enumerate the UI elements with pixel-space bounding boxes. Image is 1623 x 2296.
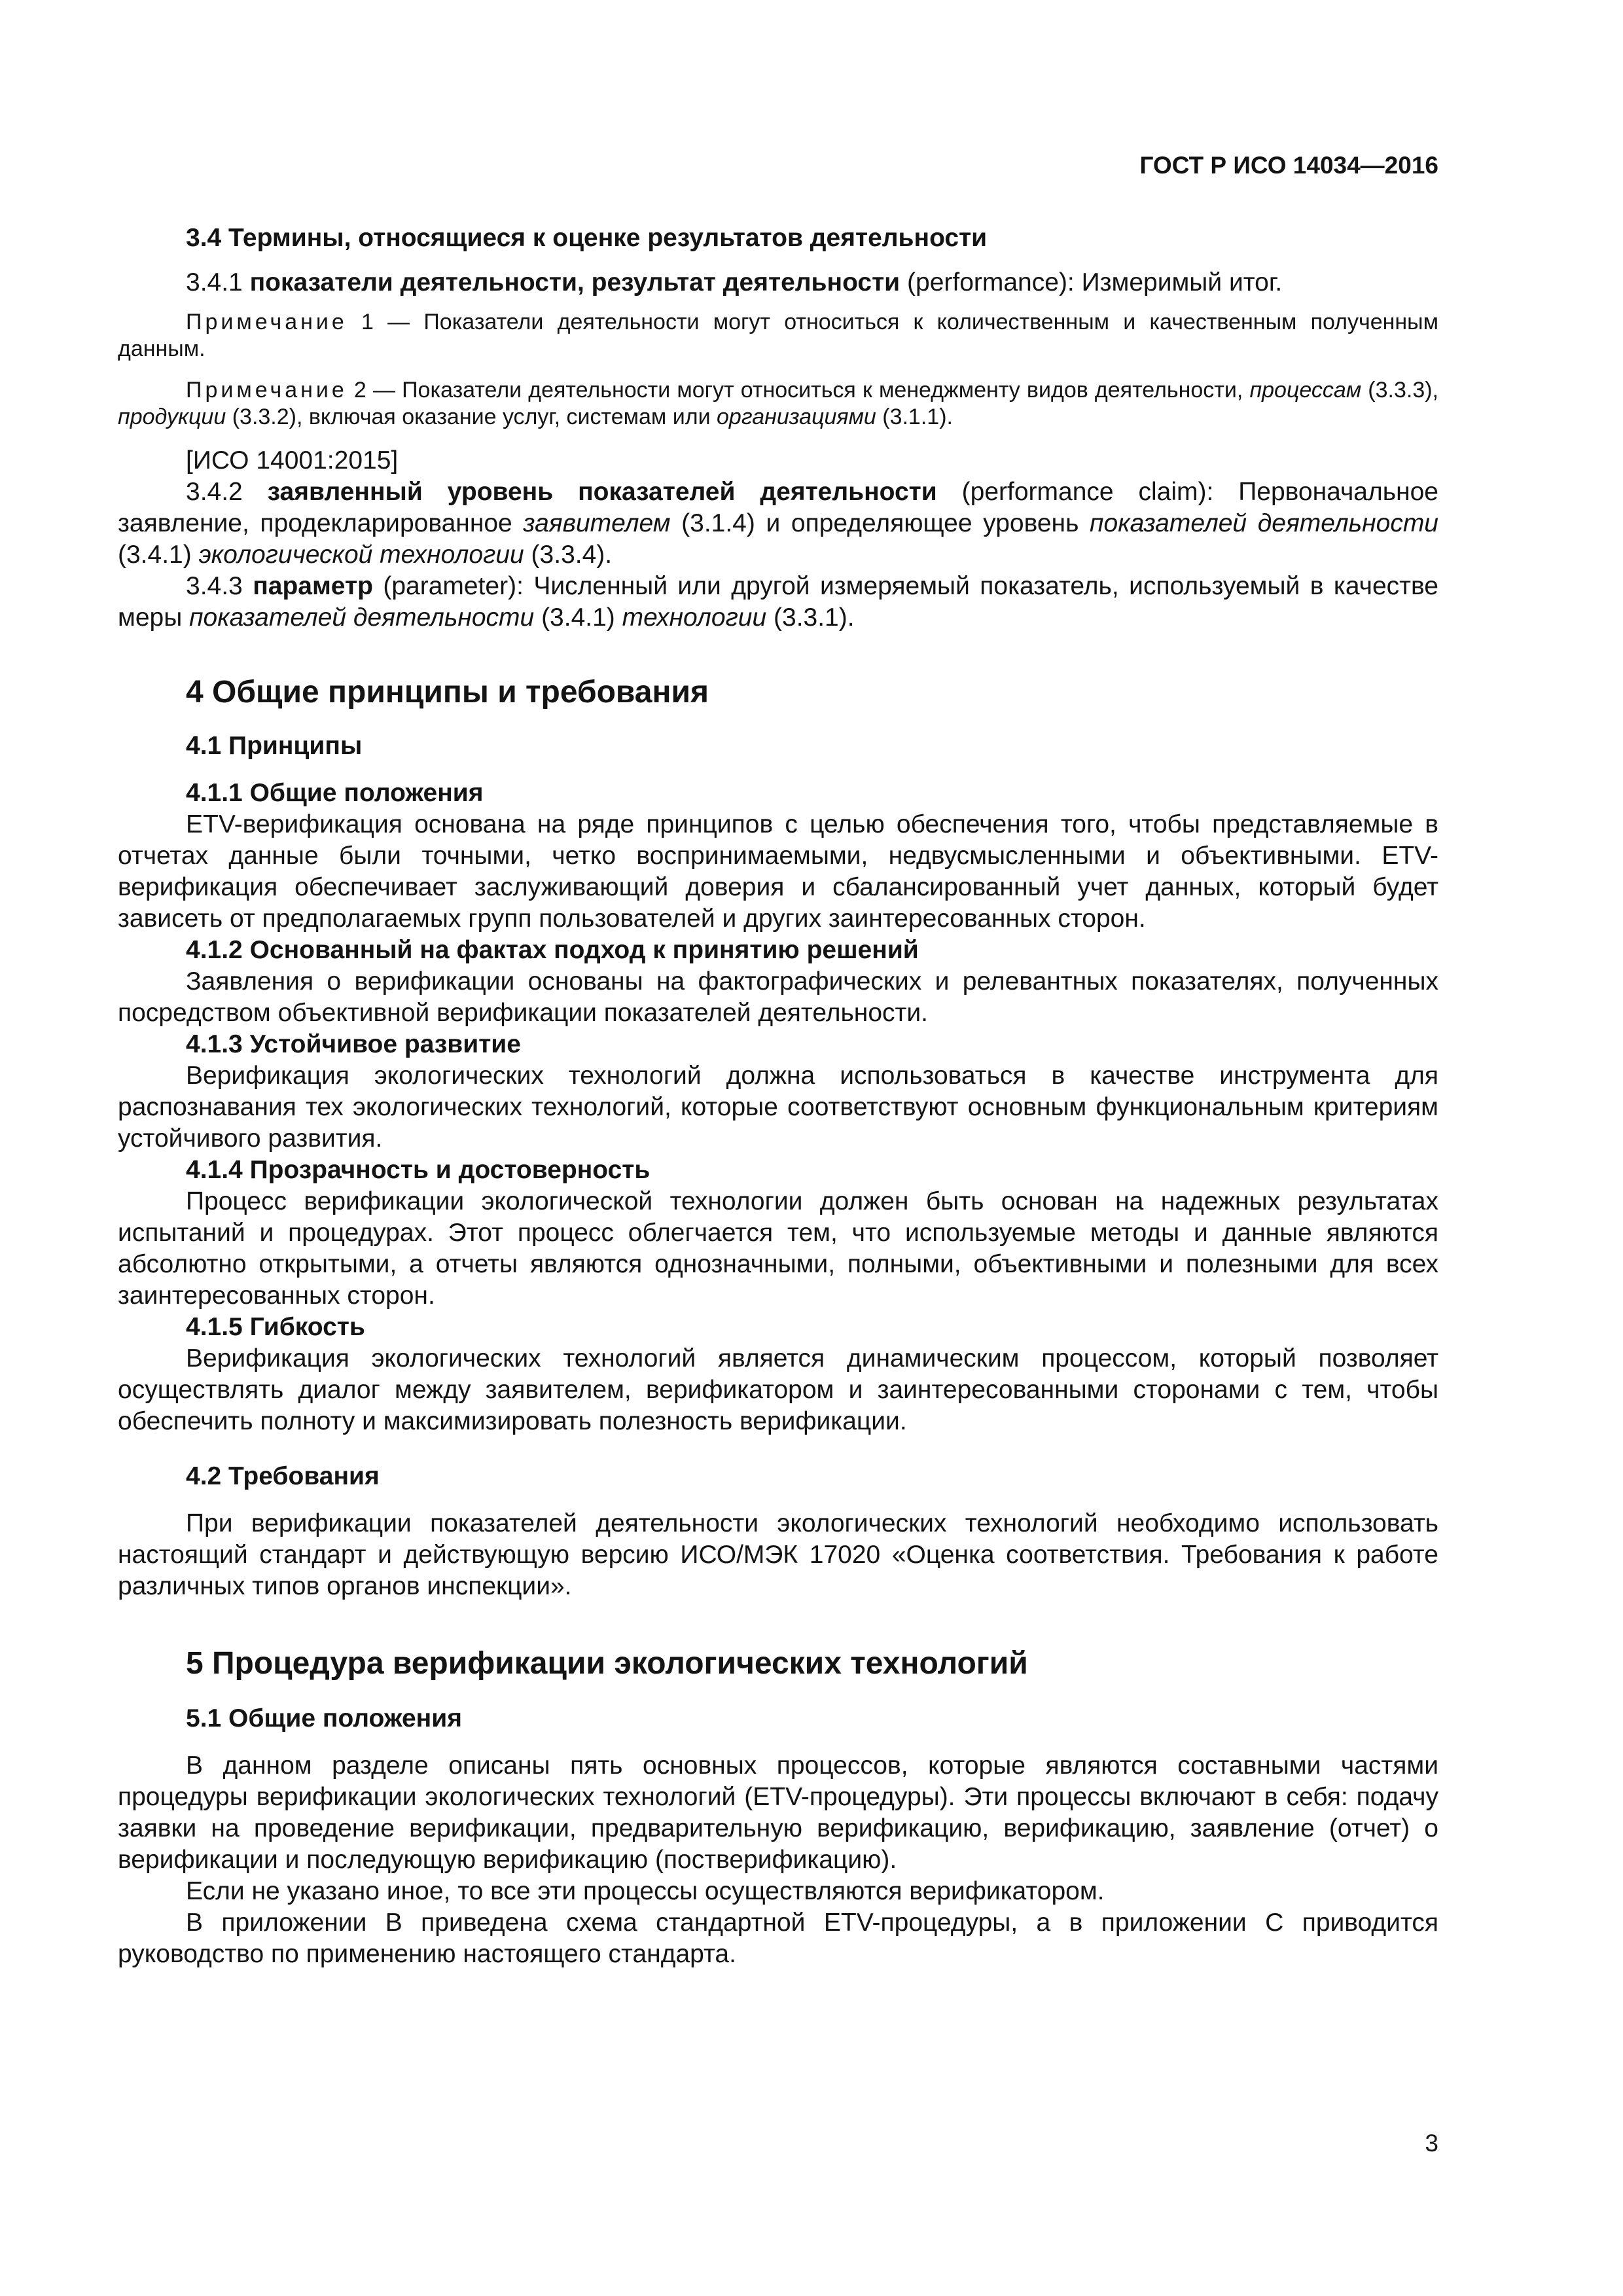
section-4-1-4-text: Процесс верификации экологической технологии должен быть основан на надежных результатах испытаний и процедурах. Этот процесс облегчается тем, что используемые методы и данные являются абсолютно открытыми, а отчеты являются однозначными, полными, объективными и полезными для всех заинтересованных сторон. [118,1187,1438,1310]
term-definition: Измеримый итог. [1074,268,1283,296]
section-4-1-3-heading: 4.1.3 Устойчивое развитие [186,1030,521,1058]
section-4-2-text: При верификации показателей деятельности экологических технологий необходимо использовать настоящий стандарт и действующую версию ИСО/МЭК 17020 «Оценка соответствия. Требования к работе различных типов органов инспекции». [118,1509,1438,1600]
term-text: (3.4.1) [534,603,622,632]
term-name: заявленный уровень показателей деятельности [267,478,937,506]
page-number: 3 [1425,2130,1438,2157]
section-4-1-2-text: Заявления о верификации основаны на фактографических и релевантных показателях, полученных посредством объективной верификации показателей деятельности. [118,967,1438,1027]
section-4-1-2-heading: 4.1.2 Основанный на фактах подход к принятию решений [186,936,919,964]
note-term: продукции [118,404,226,429]
section-4-heading: 4 Общие принципы и требования [186,675,709,709]
section-3-4-heading: 3.4 Термины, относящиеся к оценке результатов деятельности [186,224,988,252]
document-body [118,223,1438,1970]
note-text: (3.1.1). [876,404,953,429]
note-term: процессам [1249,378,1362,403]
term-text: (3.4.1) [118,541,199,569]
term-number: 3.4.1 [186,268,243,296]
note-text: 1 — Показатели деятельности могут относиться к количественным и качественным полученным данным. [118,310,1438,361]
note-label: Примечание [186,378,348,403]
section-4-2-heading: 4.2 Требования [186,1462,380,1490]
document-header: ГОСТ Р ИСО 14034—2016 [1139,152,1438,179]
term-english: (performance): [907,268,1075,296]
section-4-1-1-text: ETV-верификация основана на ряде принципов с целью обеспечения того, чтобы представляемые в отчетах данные были точными, четко воспринимаемыми, недвусмысленными и объективными. ETV-верификация обеспечивает заслуживающий доверия и сбалансированный учет данных, который будет зависеть от предполагаемых групп пользователей и других заинтересованных сторон. [118,810,1438,933]
note-text: (3.3.3), [1361,378,1438,403]
section-5-1-heading: 5.1 Общие положения [186,1704,462,1732]
term-3-4-3 [118,571,1438,634]
term-ref: заявителем [523,509,671,537]
term-name: показатели деятельности, результат деятельности [249,268,901,296]
section-5-1-paragraph-2: Если не указано иное, то все эти процессы осуществляются верификатором. [186,1877,1105,1905]
section-4-1-4-heading: 4.1.4 Прозрачность и достоверность [186,1156,651,1184]
term-text: (3.3.4). [524,541,613,569]
term-ref: показателей деятельности [189,603,535,632]
section-5-heading: 5 Процедура верификации экологических технологий [186,1646,1028,1681]
term-name: параметр [253,572,373,600]
term-text: (3.3.1). [766,603,855,632]
iso-reference: [ИСО 14001:2015] [186,446,399,475]
term-ref: технологии [622,603,767,632]
term-text: (parameter): Численный или другой измеряемый показатель, используемый в качестве меры [118,572,1438,632]
term-3-4-1 [118,267,1438,298]
section-4-1-1-heading: 4.1.1 Общие положения [186,779,484,807]
note-text: 2 — Показатели деятельности могут относиться к менеджменту видов деятельности, [347,378,1250,403]
section-4-1-5-text: Верификация экологических технологий является динамическим процессом, который позволяет осуществлять диалог между заявителем, верификатором и заинтересованными сторонами с тем, чтобы обеспечить полноту и максимизировать полезность верификации. [118,1344,1438,1435]
term-text: (performance claim): Первоначальное заявление, продекларированное [118,478,1438,537]
term-ref: показателей деятельности [1090,509,1439,537]
term-text: (3.1.4) и определяющее уровень [670,509,1090,537]
section-5-1-paragraph-1: В данном разделе описаны пять основных процессов, которые являются составными частями процедуры верификации экологических технологий (ETV-процедуры). Эти процессы включают в себя: подачу заявки на проведение верификации, предварительную верификацию, верификацию, заявление (отчет) о верификации и последующую верификацию (постверификацию). [118,1751,1438,1874]
note-term: организациями [717,404,876,429]
term-3-4-2 [118,476,1438,571]
note-2 [118,377,1438,431]
section-5-1-paragraph-3: В приложении В приведена схема стандартной ETV-процедуры, а в приложении С приводится руководство по применению настоящего стандарта. [118,1909,1438,1968]
note-1 [118,309,1438,363]
section-4-1-5-heading: 4.1.5 Гибкость [186,1313,365,1341]
term-number: 3.4.2 [186,478,243,506]
section-4-1-heading: 4.1 Принципы [186,732,363,760]
document-page [118,0,1438,2296]
note-text: (3.3.2), включая оказание услуг, системам или [226,404,717,429]
note-label: Примечание [186,310,348,334]
section-4-1-3-text: Верификация экологических технологий должна использоваться в качестве инструмента для распознавания тех экологических технологий, которые соответствуют основным функциональным критериям устойчивого развития. [118,1062,1438,1153]
term-number: 3.4.3 [186,572,243,600]
term-ref: экологической технологии [198,541,524,569]
